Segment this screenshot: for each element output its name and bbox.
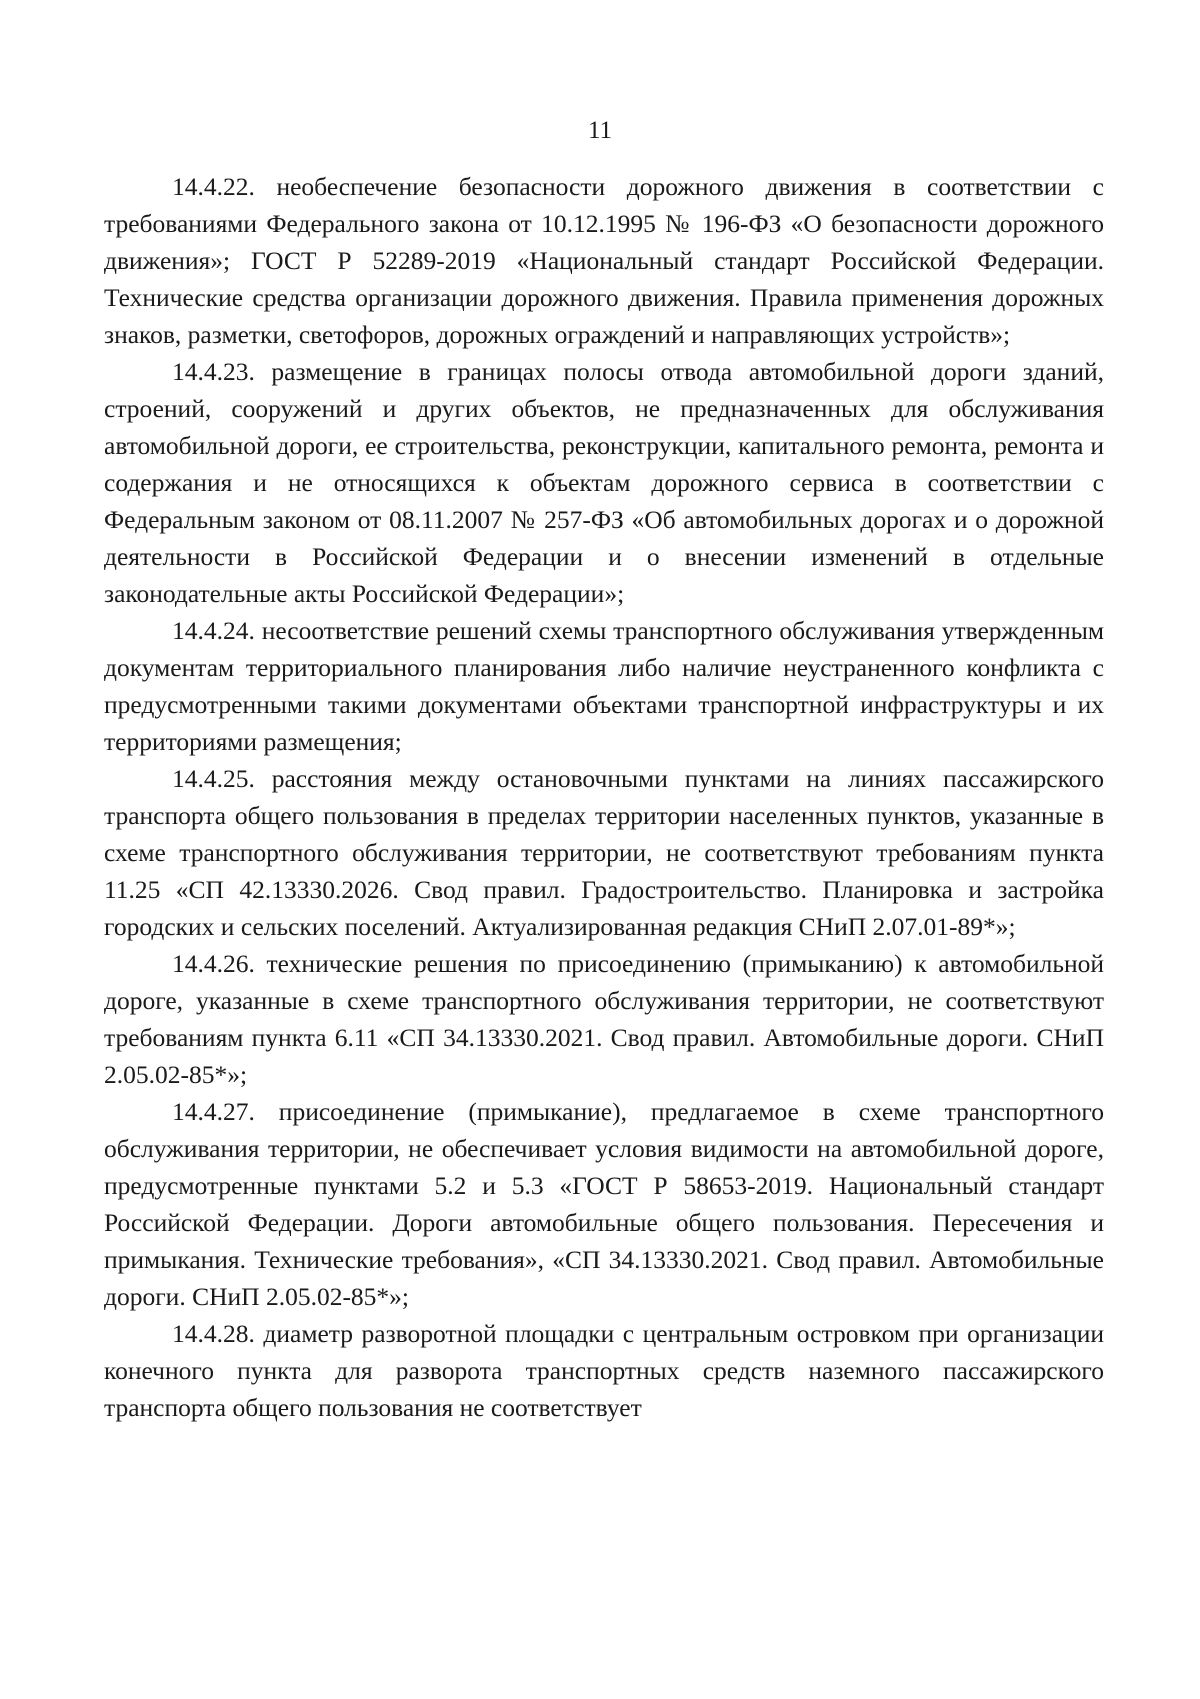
paragraph-14-4-28: 14.4.28. диаметр разворотной площадки с центральным островком при организации конечного пункта для разворота транспортных средств наземного пассажирского транспорта общего пользования не соответствует bbox=[104, 1319, 1104, 1422]
paragraph-14-4-24: 14.4.24. несоответствие решений схемы транспортного обслуживания утвержденным документам территориального планирования либо наличие неустраненного конфликта с предусмотренными такими документами объектами транспортной инфраструктуры и их территориями размещения; bbox=[104, 616, 1104, 756]
paragraph-14-4-23: 14.4.23. размещение в границах полосы отвода автомобильной дороги зданий, строений, сооружений и других объектов, не предназначенных для обслуживания автомобильной дороги, ее строительства, реконструкции, капитального ремонта, ремонта и содержания и не относящихся к объектам дорожного сервиса в соответствии с Федеральным законом от 08.11.2007 № 257-ФЗ «Об автомобильных дорогах и о дорожной деятельности в Российской Федерации и о внесении изменений в отдельные законодательные акты Российской Федерации»; bbox=[104, 357, 1104, 608]
paragraph-14-4-27: 14.4.27. присоединение (примыкание), предлагаемое в схеме транспортного обслуживания территории, не обеспечивает условия видимости на автомобильной дороге, предусмотренные пунктами 5.2 и 5.3 «ГОСТ Р 58653-2019. Национальный стандарт Российской Федерации. Дороги автомобильные общего пользования. Пересечения и примыкания. Технические требования», «СП 34.13330.2021. Свод правил. Автомобильные дороги. СНиП 2.05.02-85*»; bbox=[104, 1097, 1104, 1311]
paragraph-14-4-26: 14.4.26. технические решения по присоединению (примыканию) к автомобильной дороге, указанные в схеме транспортного обслуживания территории, не соответствуют требованиям пункта 6.11 «СП 34.13330.2021. Свод правил. Автомобильные дороги. СНиП 2.05.02-85*»; bbox=[104, 949, 1104, 1089]
paragraph-14-4-25: 14.4.25. расстояния между остановочными пунктами на линиях пассажирского транспорта общего пользования в пределах территории населенных пунктов, указанные в схеме транспортного обслуживания территории, не соответствуют требованиям пункта 11.25 «СП 42.13330.2026. Свод правил. Градостроительство. Планировка и застройка городских и сельских поселений. Актуализированная редакция СНиП 2.07.01-89*»; bbox=[104, 764, 1104, 941]
page-number: 11 bbox=[587, 117, 613, 144]
document-body bbox=[104, 168, 1104, 1426]
paragraph-14-4-22: 14.4.22. необеспечение безопасности дорожного движения в соответствии с требованиями Федерального закона от 10.12.1995 № 196-ФЗ «О безопасности дорожного движения»; ГОСТ Р 52289-2019 «Национальный стандарт Российской Федерации. Технические средства организации дорожного движения. Правила применения дорожных знаков, разметки, светофоров, дорожных ограждений и направляющих устройств»; bbox=[104, 172, 1104, 349]
